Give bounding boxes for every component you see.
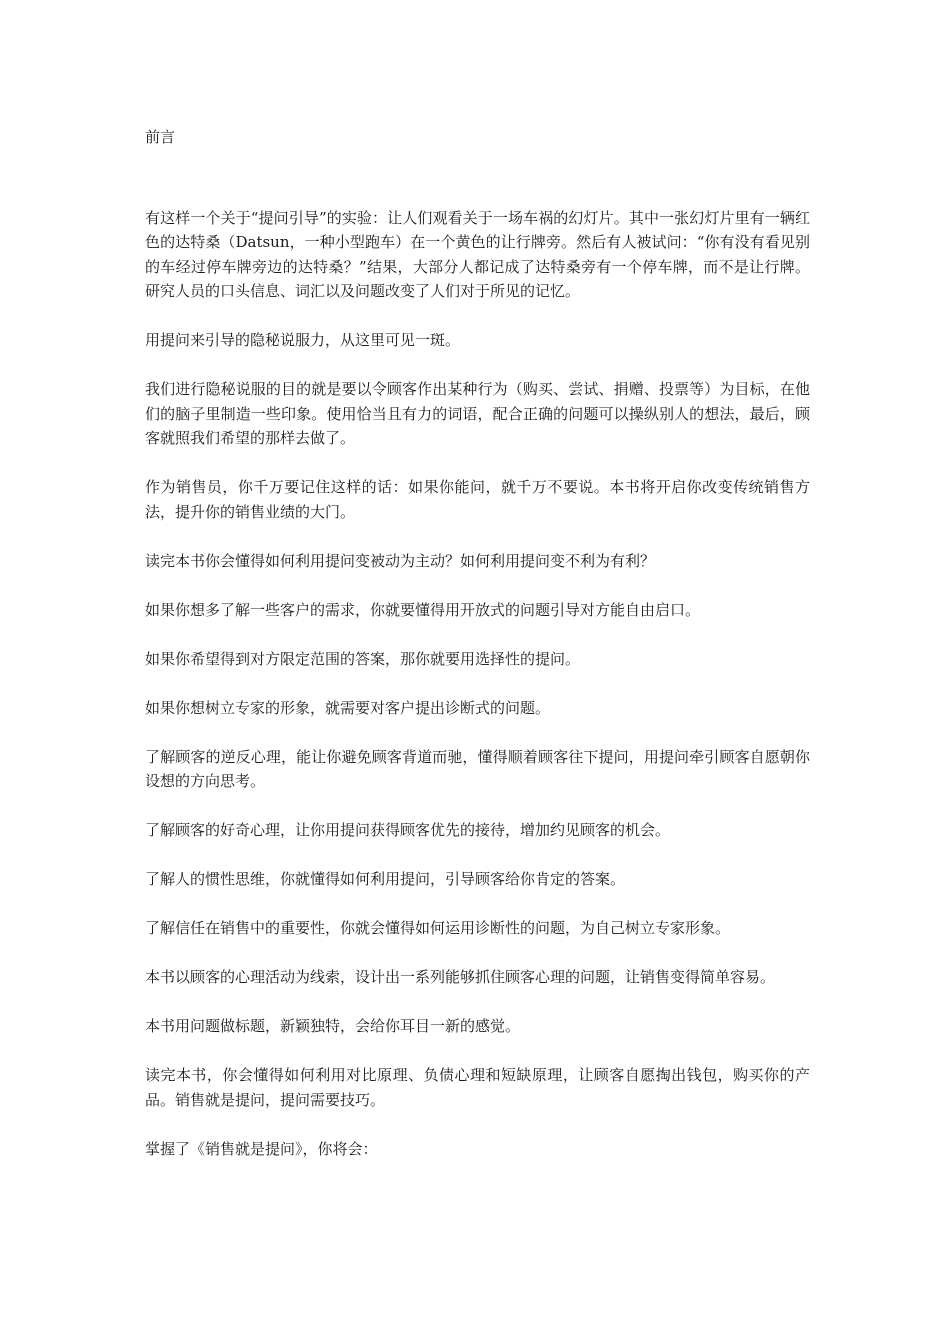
paragraph-curiosity: 了解顾客的好奇心理，让你用提问获得顾客优先的接待，增加约见顾客的机会。 <box>145 821 671 839</box>
paragraph-open-questions: 如果你想多了解一些客户的需求，你就要懂得用开放式的问题引导对方能自由启口。 <box>145 600 701 619</box>
document-body <box>145 125 810 1186</box>
paragraph-book-clue: 本书以顾客的心理活动为线索，设计出一系列能够抓住顾客心理的问题，让销售变得简单容易。 <box>145 968 776 986</box>
paragraph-purpose: 我们进行隐秘说服的目的就是要以令顾客作出某种行为（购买、尝试、捐赠、投票等）为目标，在他们的脑子里制造一些印象。使用恰当且有力的词语，配合正确的问题可以操纵别人的想法，最后，顾客就照我们希望的那样去做了。 <box>145 380 810 447</box>
paragraph-expert-image: 如果你想树立专家的形象，就需要对客户提出诊断式的问题。 <box>145 698 551 717</box>
paragraph-after-reading: 读完本书你会懂得如何利用提问变被动为主动？如何利用提问变不利为有利？ <box>145 551 656 570</box>
paragraph-experiment: 有这样一个关于“提问引导”的实验：让人们观看关于一场车祸的幻灯片。其中一张幻灯片里有一辆红色的达特桑（Datsun，一种小型跑车）在一个黄色的让行牌旁。然后有人被试问：“你有没有看见别的车经过停车牌旁边的达特桑？”结果，大部分人都记成了达特桑旁有一个停车牌，而不是让行牌。研究人员的口头信息、词汇以及问题改变了人们对于所见的记忆。 <box>145 208 810 300</box>
paragraph-titles: 本书用问题做标题，新颖独特，会给你耳目一新的感觉。 <box>145 1017 521 1035</box>
paragraph-salesperson: 作为销售员，你千万要记住这样的话：如果你能问，就千万不要说。本书将开启你改变传统销售方法，提升你的销售业绩的大门。 <box>145 478 810 521</box>
paragraph-master: 掌握了《销售就是提问》，你将会： <box>145 1139 378 1158</box>
paragraph-reverse-psychology: 了解顾客的逆反心理，能让你避免顾客背道而驰，懂得顺着顾客往下提问，用提问牵引顾客自愿朝你设想的方向思考。 <box>145 747 810 790</box>
preface-heading: 前言 <box>145 128 176 146</box>
paragraph-selective-questions: 如果你希望得到对方限定范围的答案，那你就要用选择性的提问。 <box>145 649 581 668</box>
paragraph-principles: 读完本书，你会懂得如何利用对比原理、负债心理和短缺原理，让顾客自愿掏出钱包，购买你的产品。销售就是提问，提问需要技巧。 <box>145 1066 810 1109</box>
paragraph-inertial-thinking: 了解人的惯性思维，你就懂得如何利用提问，引导顾客给你肯定的答案。 <box>145 870 626 888</box>
paragraph-trust: 了解信任在销售中的重要性，你就会懂得如何运用诊断性的问题，为自己树立专家形象。 <box>145 919 731 937</box>
paragraph-hidden-persuasion: 用提问来引导的隐秘说服力，从这里可见一斑。 <box>145 331 461 349</box>
